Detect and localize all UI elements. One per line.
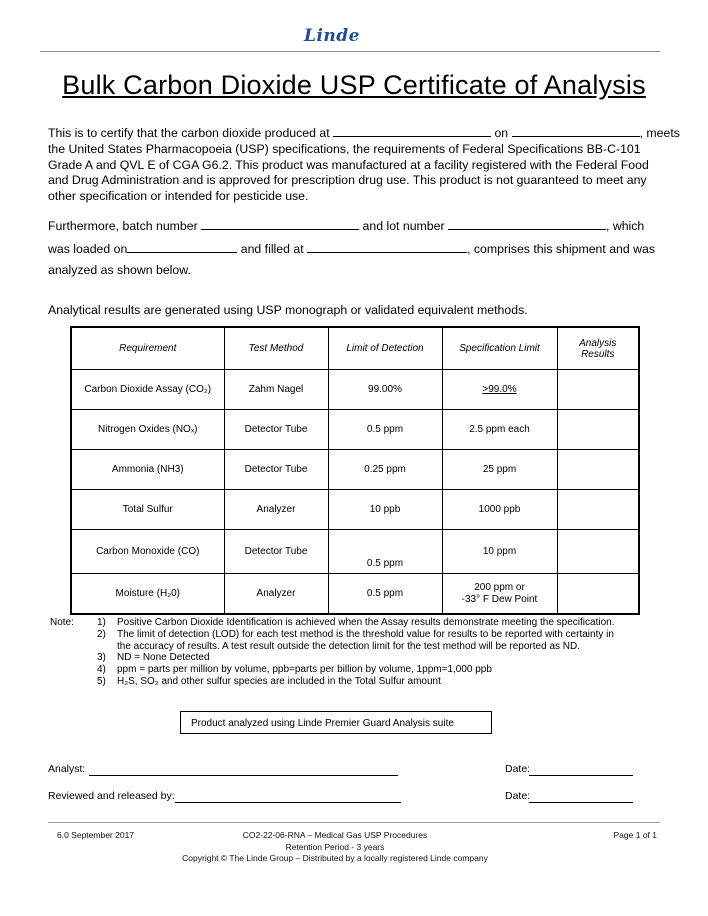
intro-on: on [494,126,509,140]
note-item [97,664,657,676]
row-spec: 25 ppm [442,450,557,490]
row-method: Zahm Nagel [224,370,328,410]
row-lod: 0.5 ppm [328,410,442,450]
table-row [71,370,639,410]
row-spec: 1000 ppb [442,490,557,530]
date-label-1: Date: [505,763,531,775]
header-divider [40,51,660,52]
table-row [71,410,639,450]
row-spec-line-2: -33° F Dew Point [461,593,538,605]
row-result[interactable] [557,490,639,530]
note-text: H₂S, SO₂ and other sulfur species are included in the Total Sulfur amount [117,675,441,687]
linde-logo: Linde [304,26,360,46]
row-lod: 0.5 ppm [328,530,442,574]
row-spec: 2.5 ppm each [442,410,557,450]
note-number: 3) [97,652,106,664]
row-spec [442,574,557,615]
filled-at-blank [307,240,467,253]
comprises-label: , comprises this shipment and was [467,242,656,256]
header-analysis-results: Analysis Results [557,327,639,370]
row-result[interactable] [557,530,639,574]
lot-number-blank [448,217,606,230]
row-lod: 0.5 ppm [328,574,442,615]
row-lod: 10 ppb [328,490,442,530]
produced-on-blank [512,124,640,137]
analysis-suite-box: Product analyzed using Linde Premier Guard Analysis suite [180,711,492,734]
row-spec: 10 ppm [442,530,557,574]
table-row [71,574,639,615]
row-method: Detector Tube [224,410,328,450]
which-label: , which [606,219,645,233]
intro-meets: , meets [639,126,680,140]
note-item [97,676,657,688]
note-item [97,629,657,641]
row-requirement: Carbon Monoxide (CO) [71,530,224,574]
note-number: 4) [97,664,106,676]
date-line-1[interactable] [529,775,633,776]
certification-paragraph [48,124,680,205]
row-result[interactable] [557,574,639,615]
note-text: Positive Carbon Dioxide Identification is achieved when the Assay results demonstrate meeting the specification. [117,617,615,628]
filled-label: and filled at [240,242,304,256]
row-method: Analyzer [224,574,328,615]
row-spec: >99.0% [442,370,557,410]
row-result[interactable] [557,370,639,410]
reviewed-signature-line[interactable] [175,802,401,803]
row-method: Detector Tube [224,450,328,490]
row-method: Analyzer [224,490,328,530]
date-line-2[interactable] [529,802,633,803]
table-row [71,530,639,574]
note-item [97,652,657,664]
batch-number-blank [201,217,359,230]
note-text: The limit of detection (LOD) for each test method is the threshold value for results to be reported with certainty in [117,628,614,640]
row-requirement: Carbon Dioxide Assay (CO₂) [71,370,224,410]
row-method: Detector Tube [224,530,328,574]
table-header-row [71,327,639,370]
footer-version: 6.0 September 2017 [57,830,135,840]
row-lod: 0.25 ppm [328,450,442,490]
date-label-2: Date: [505,790,531,802]
note-text: ppm = parts per million by volume, ppb=parts per billion by volume, 1ppm=1,000 ppb [117,664,492,676]
footer-center [140,830,530,865]
row-result[interactable] [557,450,639,490]
analyst-label: Analyst: [48,763,86,775]
row-requirement: Total Sulfur [71,490,224,530]
table-row [71,450,639,490]
results-table [70,326,640,615]
header-requirement: Requirement [71,327,224,370]
notes-list [97,617,657,688]
document-title: Bulk Carbon Dioxide USP Certificate of Analysis [62,70,646,100]
row-lod: 99.00% [328,370,442,410]
footer-retention: Retention Period - 3 years [285,841,385,852]
analyzed-line: analyzed as shown below. [48,263,191,277]
row-requirement: Nitrogen Oxides (NOₓ) [71,410,224,450]
batch-label: Furthermore, batch number [48,219,198,233]
header-test-method: Test Method [224,327,328,370]
reviewed-label: Reviewed and released by: [48,790,175,802]
note-text: ND = None Detected [117,652,210,664]
batch-line [48,217,644,233]
loaded-on-blank [127,240,237,253]
row-result[interactable] [557,410,639,450]
note-text-continued: the accuracy of results. A test result outside the detection limit for the test method will be reported as ND. [117,640,581,652]
produced-at-blank [333,124,491,137]
loaded-label: was loaded on [48,242,128,256]
note-number: 5) [97,675,106,687]
header-limit-of-detection: Limit of Detection [328,327,442,370]
footer-procedure: CO2-22-06-RNA – Medical Gas USP Procedures [242,830,428,840]
lot-label: and lot number [362,219,445,233]
note-number: 2) [97,628,106,640]
intro-text-1: This is to certify that the carbon dioxide produced at [48,126,330,140]
footer-page-number: Page 1 of 1 [613,830,657,840]
footer-divider [48,822,660,823]
row-requirement: Moisture (H₂0) [71,574,224,615]
note-number: 1) [97,617,106,628]
notes-label: Note: [50,617,74,628]
note-item [97,617,657,629]
intro-text-rest: the United States Pharmacopoeia (USP) specifications, the requirements of Federal Specifications BB-C-101 Grade A and QVL E of CGA G6.2. This product was manufactured at a facility registered with the Federal Food and Drug Administration and is approved for prescription drug use. This product is not guaranteed to meet any other specification or intended for pesticide use. [48,141,649,204]
row-spec-line-1: 200 ppm or [474,581,525,593]
table-row [71,490,639,530]
methods-note: Analytical results are generated using USP monograph or validated equivalent methods. [48,303,528,317]
analyst-signature-line[interactable] [89,775,398,776]
row-requirement: Ammonia (NH3) [71,450,224,490]
header-specification-limit: Specification Limit [442,327,557,370]
footer-copyright: Copyright © The Linde Group – Distributed by a locally registered Linde company [182,853,488,863]
loaded-line [48,240,655,256]
